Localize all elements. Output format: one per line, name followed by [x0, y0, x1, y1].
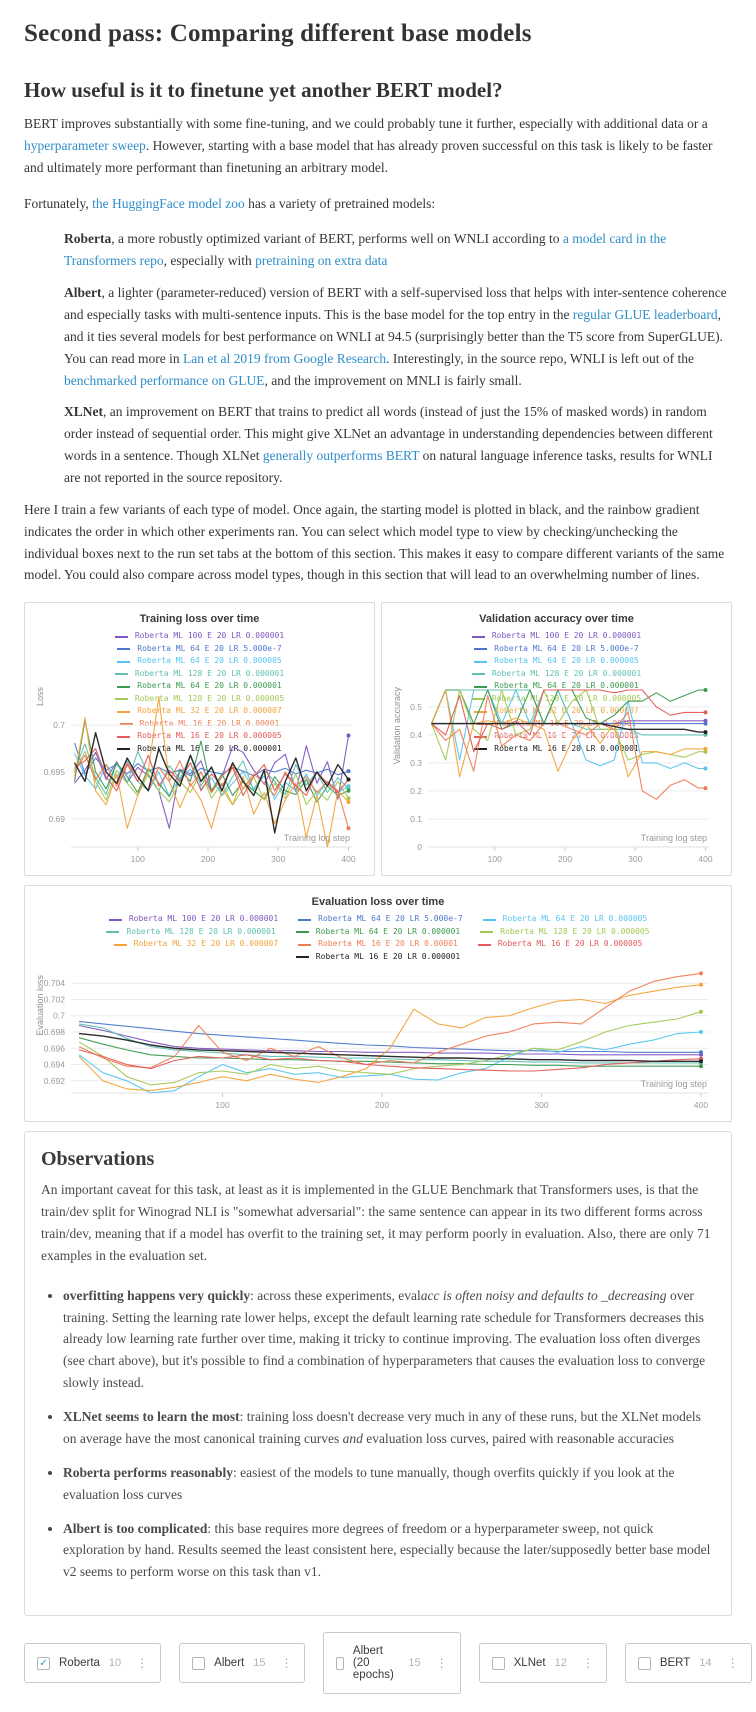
- legend-item: [474, 680, 639, 693]
- legend-swatch: [115, 636, 128, 638]
- inline-link[interactable]: the HuggingFace model zoo: [92, 195, 245, 211]
- runset-tab-bert[interactable]: [625, 1643, 752, 1683]
- page-title: Second pass: Comparing different base models: [24, 20, 532, 47]
- kebab-menu-icon[interactable]: ⋮: [581, 1656, 594, 1671]
- text-segment: Roberta performs reasonably: [63, 1464, 233, 1480]
- runset-tab-label: Roberta: [59, 1657, 100, 1670]
- legend-item: [120, 718, 280, 731]
- runset-tab-label: XLNet: [513, 1657, 546, 1670]
- legend-swatch: [115, 673, 128, 675]
- legend-label: Roberta ML 100 E 20 LR 0.000001: [491, 631, 642, 641]
- model-item-albert: [64, 282, 732, 391]
- legend-label: Roberta ML 64 E 20 LR 0.000005: [502, 914, 648, 924]
- charts-section: [24, 602, 732, 1616]
- run-set-tab-bar: [0, 1616, 756, 1712]
- section-subtitle: How useful is it to finetune yet another BERT model?: [24, 78, 503, 102]
- svg-text:0.695: 0.695: [43, 767, 65, 778]
- runset-tab-label: Albert: [214, 1657, 245, 1670]
- legend-label: Roberta ML 16 E 20 LR 0.000005: [494, 731, 639, 741]
- kebab-menu-icon[interactable]: ⋮: [136, 1656, 149, 1671]
- legend-item: [483, 913, 648, 926]
- legend-label: Roberta ML 100 E 20 LR 0.000001: [128, 914, 279, 924]
- checkbox-checked-icon[interactable]: ✓: [37, 1657, 50, 1670]
- text-segment: Albert: [64, 285, 102, 301]
- inline-link[interactable]: pretraining on extra data: [255, 253, 388, 269]
- text-segment: , and it ties several models for best performance on WNLI at 94.5 (surprisingly better than the T5 score from SuperGLUE). You can read more in: [64, 307, 723, 366]
- svg-text:0: 0: [417, 842, 422, 853]
- text-segment: : training loss doesn't decrease very much in any of these runs, but the XLNet models on average have the most canonical training curves: [63, 1409, 701, 1446]
- text-segment: over training. Setting the learning rate lower helps, except the default learning rate schedule for Transformers decreases this already low learning rate further over time, making it tricky to continue improving. The evaluation loss often diverges (see chart above), but it's possible to find a combination of hyperparameters that causes the evaluation loss to converge slowly instead.: [63, 1287, 706, 1391]
- legend-swatch: [120, 723, 133, 725]
- svg-text:0.1: 0.1: [410, 814, 422, 825]
- text-segment: . Interestingly, in the source repo, WNLI is left out of the: [386, 350, 694, 366]
- text-segment: Here I train a few variants of each type of model. Once again, the starting model is plotted in black, and the rainbow gradient indicates the order in which other experiments ran. You can select which model type to view by checking/unchecking the individual boxes next to the run set tabs at the bottom of this section. This makes it easy to compare different variants of the same model. You could also compare across model types, though in this section that will lead to an overwhelming number of lines.: [24, 501, 725, 583]
- panel-evaluation-loss[interactable]: [24, 885, 732, 1122]
- observations-intro: [41, 1179, 715, 1266]
- kebab-menu-icon[interactable]: ⋮: [726, 1656, 739, 1671]
- legend-label: Roberta ML 100 E 20 LR 0.000001: [134, 631, 285, 641]
- legend-item: [117, 643, 282, 656]
- chart-plot-area[interactable]: [31, 965, 725, 1119]
- legend-swatch: [117, 648, 130, 650]
- inline-link[interactable]: benchmarked performance on GLUE: [64, 372, 265, 388]
- runset-run-count: 15: [253, 1657, 266, 1670]
- svg-text:0.694: 0.694: [43, 1059, 65, 1070]
- intro-paragraph-2: [24, 193, 732, 215]
- panel-validation-accuracy[interactable]: [381, 602, 732, 876]
- svg-text:100: 100: [487, 854, 502, 865]
- legend-label: Roberta ML 128 E 20 LR 0.000001: [126, 926, 276, 936]
- text-segment: XLNet: [64, 404, 103, 420]
- svg-text:0.696: 0.696: [43, 1043, 65, 1054]
- legend-label: Roberta ML 16 E 20 LR 0.000001: [315, 951, 461, 961]
- text-segment: acc is often noisy and defaults to _decreasing: [420, 1287, 667, 1303]
- legend-item: [117, 655, 282, 668]
- legend-item: [109, 913, 278, 926]
- legend-item: [296, 951, 461, 964]
- text-segment: , a lighter (parameter-reduced) version of BERT with a self-supervised loss that helps with inter-sentence coherence and especially tasks with multi-sentence inputs. This is the base model for the top entry in the: [64, 285, 727, 323]
- legend-swatch: [106, 931, 119, 933]
- legend-label: Roberta ML 64 E 20 LR 5.000e-7: [494, 643, 639, 653]
- text-segment: Fortunately,: [24, 195, 93, 211]
- legend-swatch: [114, 944, 127, 946]
- svg-text:Training log step: Training log step: [283, 833, 350, 844]
- legend-swatch: [474, 661, 487, 663]
- svg-text:0.2: 0.2: [410, 786, 422, 797]
- inline-link[interactable]: generally outperforms BERT: [262, 448, 420, 464]
- svg-text:Evaluation loss: Evaluation loss: [35, 975, 45, 1036]
- svg-text:Loss: Loss: [35, 687, 45, 707]
- legend-label: Roberta ML 32 E 20 LR 0.000007: [133, 939, 279, 949]
- runset-run-count: 10: [108, 1657, 122, 1670]
- svg-text:400: 400: [341, 854, 356, 865]
- legend-swatch: [480, 931, 493, 933]
- runset-run-count: 12: [554, 1657, 567, 1670]
- legend-swatch: [298, 944, 311, 946]
- legend-swatch: [483, 919, 496, 921]
- chart-canvas[interactable]: [31, 965, 725, 1119]
- legend-swatch: [472, 673, 485, 675]
- svg-text:100: 100: [130, 854, 145, 865]
- legend-swatch: [478, 944, 491, 946]
- svg-text:0.702: 0.702: [43, 994, 65, 1005]
- observation-item: [63, 1462, 715, 1506]
- checkbox-unchecked-icon[interactable]: [336, 1657, 343, 1670]
- text-segment: , a more robustly optimized variant of BERT, performs well on WNLI according to: [111, 231, 563, 247]
- svg-text:300: 300: [271, 854, 286, 865]
- legend-item: [298, 938, 458, 951]
- svg-text:0.5: 0.5: [410, 702, 422, 713]
- legend-item: [115, 668, 284, 681]
- intro-paragraph-1: [24, 113, 732, 179]
- text-segment: overfitting happens very quickly: [63, 1287, 251, 1303]
- legend-label: Roberta ML 64 E 20 LR 0.000005: [137, 656, 282, 666]
- legend-swatch: [117, 711, 130, 713]
- checkbox-unchecked-icon[interactable]: [492, 1657, 505, 1670]
- legend-label: Roberta ML 64 E 20 LR 0.000001: [137, 681, 282, 691]
- legend-item: [296, 926, 461, 939]
- svg-text:Validation accuracy: Validation accuracy: [392, 687, 402, 765]
- legend-item: [472, 630, 641, 643]
- intro-paragraph-3: [24, 499, 732, 586]
- legend-swatch: [117, 686, 130, 688]
- legend-item: [117, 730, 282, 743]
- chart-title: Training loss over time: [139, 613, 260, 626]
- chart-plot-area[interactable]: [388, 677, 725, 873]
- text-segment: BERT improves substantially with some fine-tuning, and we could probably tune it further, especially with additional data or a: [24, 116, 708, 131]
- legend-swatch: [298, 919, 311, 921]
- legend-swatch: [472, 636, 485, 638]
- svg-text:Training log step: Training log step: [640, 833, 707, 844]
- model-item-roberta: [64, 228, 732, 272]
- text-segment: evaluation loss curves, paired with reasonable accuracies: [362, 1430, 675, 1446]
- legend-item: [117, 680, 282, 693]
- runset-tab-label: Albert (20 epochs): [352, 1645, 394, 1682]
- observation-item: [63, 1518, 715, 1584]
- legend-item: [298, 913, 463, 926]
- svg-text:400: 400: [698, 854, 713, 865]
- text-segment: Roberta: [64, 231, 112, 247]
- chart-title: Validation accuracy over time: [479, 613, 634, 626]
- svg-text:400: 400: [693, 1100, 709, 1111]
- legend-label: Roberta ML 64 E 20 LR 0.000001: [494, 681, 639, 691]
- inline-link[interactable]: hyperparameter sweep: [24, 137, 146, 153]
- observation-item: [63, 1406, 715, 1450]
- legend-swatch: [115, 698, 128, 700]
- runset-run-count: 15: [408, 1657, 421, 1670]
- inline-link[interactable]: a model card in the Transformers repo: [64, 231, 667, 269]
- legend-label: Roberta ML 64 E 20 LR 0.000005: [494, 656, 639, 666]
- legend-item: [114, 938, 279, 951]
- text-segment: , and the improvement on MNLI is fairly small.: [264, 372, 522, 388]
- svg-text:200: 200: [557, 854, 573, 865]
- chart-legend: [31, 913, 725, 963]
- legend-swatch: [109, 919, 122, 921]
- panel-training-loss[interactable]: [24, 602, 375, 876]
- observations-list: [41, 1285, 715, 1583]
- model-list: [24, 228, 732, 488]
- legend-label: Roberta ML 64 E 20 LR 5.000e-7: [318, 914, 463, 924]
- observations-heading: Observations: [41, 1148, 155, 1171]
- svg-text:Training log step: Training log step: [640, 1079, 707, 1090]
- legend-label: Roberta ML 16 E 20 LR 0.00001: [318, 939, 458, 949]
- inline-link[interactable]: Lan et al 2019 from Google Research: [182, 350, 387, 366]
- kebab-menu-icon[interactable]: ⋮: [435, 1656, 448, 1671]
- legend-label: Roberta ML 32 E 20 LR 0.000007: [137, 706, 282, 716]
- svg-text:0.7: 0.7: [53, 1011, 65, 1022]
- svg-text:0.692: 0.692: [43, 1076, 65, 1087]
- legend-swatch: [117, 661, 130, 663]
- legend-swatch: [474, 648, 487, 650]
- svg-text:0.698: 0.698: [43, 1027, 65, 1038]
- legend-item: [474, 655, 639, 668]
- legend-label: Roberta ML 128 E 20 LR 0.000005: [500, 926, 650, 936]
- legend-label: Roberta ML 16 E 20 LR 0.000001: [137, 743, 282, 753]
- svg-text:200: 200: [374, 1100, 390, 1111]
- checkbox-unchecked-icon[interactable]: [192, 1657, 205, 1670]
- legend-item: [117, 705, 282, 718]
- text-segment: : easiest of the models to tune manually, though overfits quickly if you look at the evaluation loss curves: [63, 1464, 675, 1502]
- kebab-menu-icon[interactable]: ⋮: [280, 1656, 293, 1671]
- legend-label: Roberta ML 128 E 20 LR 0.000005: [491, 693, 642, 703]
- legend-item: [478, 938, 643, 951]
- svg-text:0.69: 0.69: [48, 814, 65, 825]
- legend-swatch: [474, 686, 487, 688]
- legend-item: [472, 668, 641, 681]
- text-segment: has a variety of pretrained models:: [244, 195, 436, 211]
- observations-box: [24, 1131, 732, 1616]
- legend-label: Roberta ML 128 E 20 LR 0.000001: [134, 668, 285, 678]
- svg-text:0.3: 0.3: [410, 758, 422, 769]
- legend-swatch: [117, 748, 130, 750]
- legend-swatch: [296, 931, 309, 933]
- legend-label: Roberta ML 32 E 20 LR 0.000007: [494, 706, 639, 716]
- text-segment: XLNet seems to learn the most: [63, 1409, 240, 1425]
- legend-label: Roberta ML 16 E 20 LR 0.000005: [497, 939, 643, 949]
- legend-label: Roberta ML 128 E 20 LR 0.000001: [491, 668, 642, 678]
- text-segment: : across these experiments, eval: [250, 1287, 421, 1303]
- runset-tab-albert[interactable]: [179, 1643, 305, 1683]
- legend-label: Roberta ML 16 E 20 LR 0.00001: [139, 718, 280, 728]
- text-segment: Albert is too complicated: [63, 1520, 208, 1536]
- model-item-xlnet: [64, 401, 732, 488]
- checkbox-unchecked-icon[interactable]: [638, 1657, 651, 1670]
- legend-label: Roberta ML 16 E 20 LR 0.00001: [496, 718, 637, 728]
- legend-label: Roberta ML 64 E 20 LR 5.000e-7: [137, 643, 282, 653]
- legend-swatch: [296, 956, 309, 958]
- svg-text:0.4: 0.4: [410, 730, 422, 741]
- legend-swatch: [474, 748, 487, 750]
- text-segment: on natural language inference tasks, results for WNLI are not reported in the source repository.: [64, 448, 713, 486]
- legend-item: [115, 630, 284, 643]
- legend-label: Roberta ML 16 E 20 LR 0.000001: [494, 743, 639, 753]
- chart-canvas[interactable]: [388, 677, 725, 873]
- runset-tab-xlnet[interactable]: [479, 1643, 607, 1683]
- text-segment: , especially with: [163, 253, 256, 269]
- chart-title: Evaluation loss over time: [311, 896, 445, 909]
- svg-text:0.704: 0.704: [43, 978, 65, 989]
- legend-swatch: [472, 698, 485, 700]
- svg-text:200: 200: [200, 854, 216, 865]
- legend-item: [474, 643, 639, 656]
- runset-tab-albert-20-epochs[interactable]: [323, 1632, 460, 1694]
- legend-item: [115, 693, 284, 706]
- svg-text:100: 100: [215, 1100, 230, 1111]
- legend-item: [106, 926, 275, 939]
- inline-link[interactable]: regular GLUE leaderboard: [572, 307, 718, 323]
- legend-label: Roberta ML 64 E 20 LR 0.000001: [315, 926, 461, 936]
- observation-item: [63, 1285, 715, 1394]
- svg-text:300: 300: [534, 1100, 549, 1111]
- legend-item: [480, 926, 649, 939]
- legend-item: [474, 743, 639, 756]
- text-segment: An important caveat for this task, at least as it is implemented in the GLUE Benchmark that Transformers uses, is that the train/dev split for Winograd NLI is "somewhat adversarial": the same sentence can appear in its two different forms across train/dev, meaning that if a model has overfit to the training set, it may perform poorly in evaluation. Also, there are only 71 examples in the evaluation set.: [41, 1182, 711, 1263]
- runset-run-count: 14: [699, 1657, 712, 1670]
- svg-text:300: 300: [628, 854, 643, 865]
- text-segment: and: [342, 1430, 363, 1446]
- runset-tab-label: BERT: [659, 1657, 691, 1670]
- runset-tab-roberta[interactable]: [24, 1643, 161, 1683]
- legend-swatch: [117, 736, 130, 738]
- legend-label: Roberta ML 128 E 20 LR 0.000005: [134, 693, 285, 703]
- text-segment: , an improvement on BERT that trains to predict all words (instead of just the 15% of masked words) in random order instead of sequential order. This might give XLNet an advantage in understanding dependencies between different words in a sentence. Though XLNet: [64, 404, 713, 464]
- legend-label: Roberta ML 16 E 20 LR 0.000005: [137, 731, 282, 741]
- svg-text:0.7: 0.7: [53, 720, 65, 731]
- text-segment: . However, starting with a base model that has already proven successful on this task is likely to be faster and ultimately more performant than finetuning an arbitrary model.: [24, 137, 713, 175]
- text-segment: : this base requires more degrees of freedom or a hyperparameter sweep, not quick exploration by hand. Results seemed the least consistent here, especially because the later/supposedly better base model v2 seems to perform worse on this task than v1.: [63, 1520, 711, 1580]
